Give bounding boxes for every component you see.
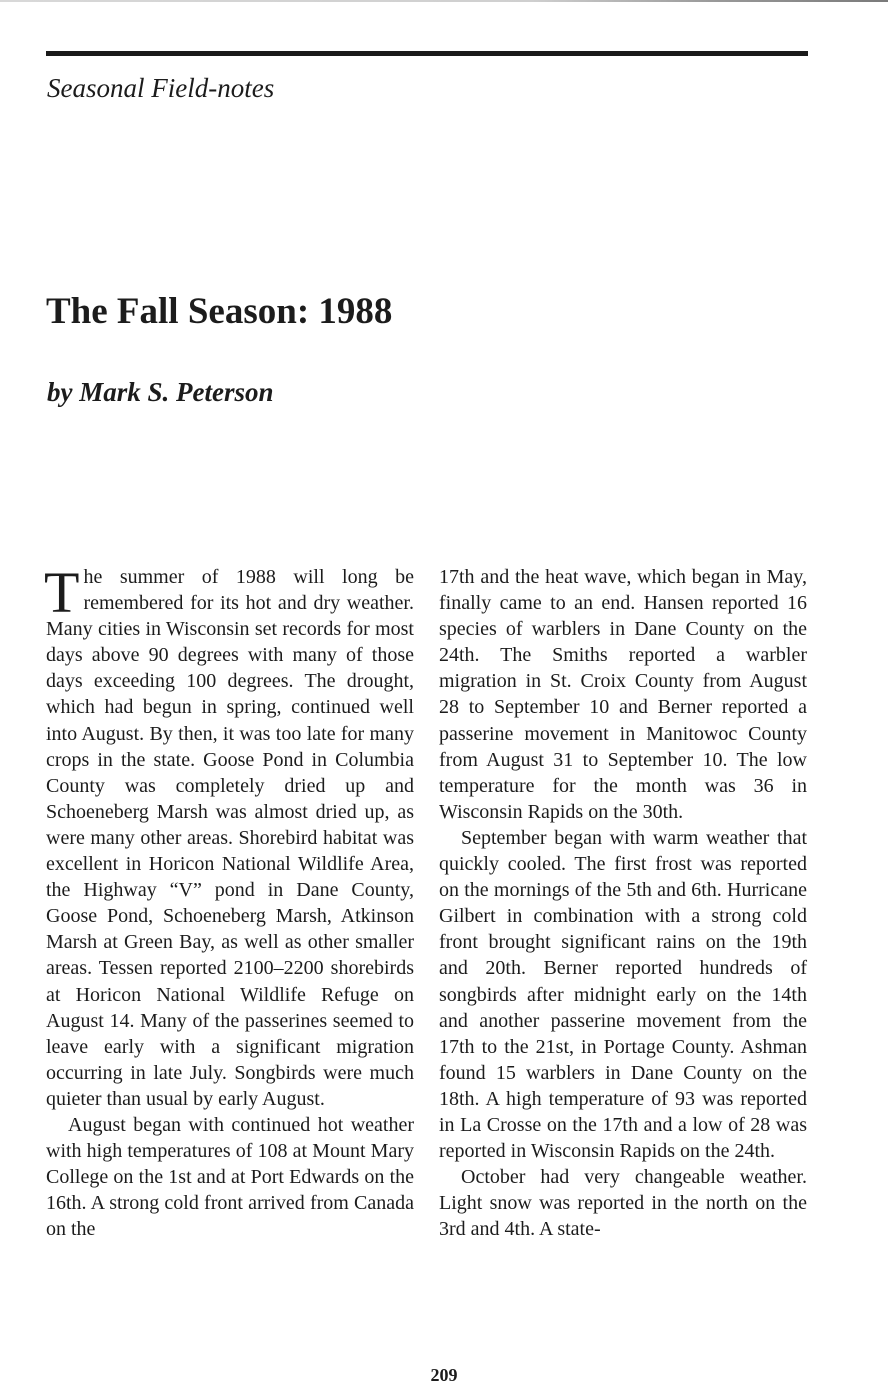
section-label: Seasonal Field-notes <box>47 73 275 103</box>
header-rule <box>46 51 808 56</box>
paragraph-2: August began with continued hot weather with high temperatures of 108 at Mount Mary College on the 1st and at Port Edwards on the 16th. A strong cold front arrived from Canada on the <box>46 1113 414 1241</box>
paragraph-5: October had very changeable weather. Light snow was reported in the north on the 3rd and 4th. A state- <box>439 1166 807 1241</box>
scan-edge-line <box>0 0 888 2</box>
paragraph-1-text: he summer of 1988 will long be remembered for its hot and dry weather. Many cities in Wisconsin set records for most days above 90 degrees with many of those days exceeding 100 degrees. The drought, which had begun in spring, continued well into August. By then, it was too late for many crops in the state. Goose Pond in Columbia County was completely dried up and Schoeneberg Marsh was almost dried up, as were many other areas. Shorebird habitat was excellent in Horicon National Wildlife Area, the Highway “V” pond in Dane County, Goose Pond, Schoeneberg Marsh, Atkinson Marsh at Green Bay, as well as other smaller areas. Tessen reported 2100–2200 shorebirds at Horicon National Wildlife Refuge on August 14. Many of the passerines seemed to leave early with a significant migration occurring in late July. Songbirds were much quieter than usual by early August. <box>46 566 414 1110</box>
article-title: The Fall Season: 1988 <box>46 291 393 332</box>
paragraph-3: 17th and the heat wave, which began in May, finally came to an end. Hansen reported 16 species of warblers in Dane County on the 24th. The Smiths reported a warbler migration in St. Croix County from August 28 to September 10 and Berner reported a passerine movement in Manitowoc County from August 31 to September 10. The low temperature for the month was 36 in Wisconsin Rapids on the 30th. <box>439 566 807 823</box>
page-number: 209 <box>430 1365 458 1385</box>
left-column <box>44 560 414 1242</box>
article-byline: by Mark S. Peterson <box>47 377 274 407</box>
drop-cap: T <box>44 560 80 625</box>
paragraph-4: September began with warm weather that quickly cooled. The first frost was reported on the mornings of the 5th and 6th. Hurricane Gilbert in combination with a strong cold front brought significant rains on the 19th and 20th. Berner reported hundreds of songbirds after midnight early on the 14th and another passerine movement from the 17th to the 21st, in Portage County. Ashman found 15 warblers in Dane County on the 18th. A high temperature of 93 was reported in La Crosse on the 17th and a low of 28 was reported in Wisconsin Rapids on the 24th. <box>439 826 807 1163</box>
paragraph-1 <box>44 560 414 1112</box>
right-column <box>439 564 807 1242</box>
